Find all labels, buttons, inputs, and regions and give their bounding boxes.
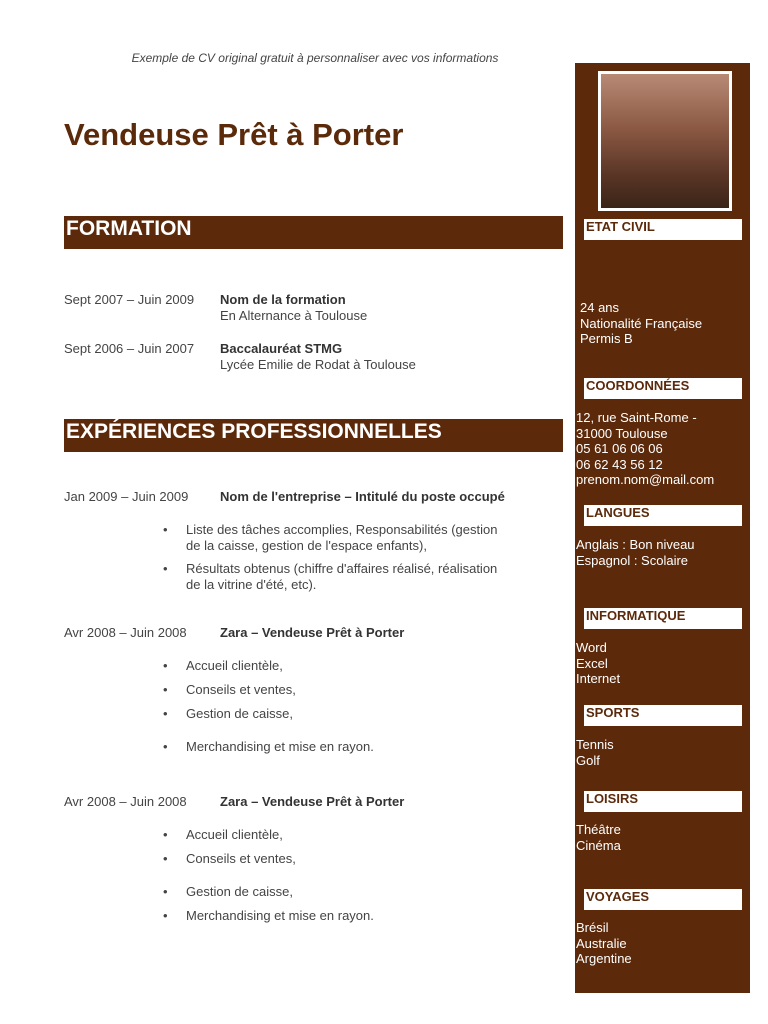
- experience-entry: [64, 625, 564, 643]
- sidebar-line: 12, rue Saint-Rome -: [576, 410, 697, 425]
- sidebar-line: 05 61 06 06 06: [576, 441, 663, 456]
- list-item: • Accueil clientèle,: [186, 827, 506, 843]
- informatique-lines: [576, 640, 620, 687]
- sidebar-line: 24 ans: [580, 300, 620, 315]
- experience-entry: [64, 489, 564, 507]
- sidebar-line: Golf: [576, 752, 600, 768]
- list-item: • Conseils et ventes,: [186, 682, 506, 698]
- experience-title: Zara – Vendeuse Prêt à Porter: [220, 625, 405, 640]
- experience-date: Jan 2009 – Juin 2009: [64, 489, 189, 504]
- etat-civil-heading: ETAT CIVIL: [584, 219, 742, 240]
- sidebar-line: Australie: [576, 935, 627, 951]
- experience-date: Avr 2008 – Juin 2008: [64, 794, 187, 809]
- sidebar-line: Théâtre: [576, 822, 621, 837]
- coordonnees-heading: COORDONNÉES: [584, 378, 742, 399]
- sidebar-line: Word: [576, 640, 607, 655]
- formation-desc: [220, 341, 565, 373]
- experience-title: Zara – Vendeuse Prêt à Porter: [220, 794, 405, 809]
- sidebar-line: Argentine: [576, 951, 632, 966]
- sidebar-line: Excel: [576, 655, 608, 671]
- sidebar-line: Internet: [576, 671, 621, 686]
- list-item: • Gestion de caisse,: [186, 706, 506, 722]
- formation-entry: [64, 341, 564, 375]
- formation-detail: Lycée Emilie de Rodat à Toulouse: [220, 357, 416, 372]
- list-item: • Accueil clientèle,: [186, 658, 506, 674]
- experience-bullet-list: [186, 658, 506, 755]
- sidebar-line: Brésil: [576, 920, 609, 935]
- profile-photo: [598, 71, 732, 211]
- sidebar-line: 06 62 43 56 12: [576, 456, 663, 472]
- list-item: • Merchandising et mise en rayon.: [186, 908, 506, 924]
- avatar: [601, 74, 729, 208]
- etat-civil-lines: [580, 300, 702, 347]
- langues-lines: [576, 537, 695, 568]
- list-item: • Liste des tâches accomplies, Responsabilités (gestion de la caisse, gestion de l'espace enfants),: [186, 522, 501, 554]
- experience-entry: [64, 794, 564, 812]
- formation-heading: FORMATION: [64, 216, 563, 249]
- sidebar-line: Nationalité Française: [580, 315, 703, 331]
- list-item: • Gestion de caisse,: [186, 884, 506, 900]
- formation-detail: En Alternance à Toulouse: [220, 308, 368, 323]
- voyages-lines: [576, 920, 632, 967]
- experience-bullet-list: [186, 827, 506, 924]
- cv-title: Vendeuse Prêt à Porter: [64, 117, 404, 152]
- experience-date: Avr 2008 – Juin 2008: [64, 625, 187, 640]
- coordonnees-lines: [576, 410, 714, 488]
- formation-desc: [220, 292, 565, 324]
- list-item: • Conseils et ventes,: [186, 851, 506, 867]
- cv-tagline: Exemple de CV original gratuit à personnaliser avec vos informations: [131, 51, 499, 65]
- formation-entry: [64, 292, 564, 326]
- experience-bullet-list: [186, 522, 501, 593]
- langues-heading: LANGUES: [584, 505, 742, 526]
- formation-date: Sept 2006 – Juin 2007: [64, 341, 195, 356]
- formation-title: Nom de la formation: [220, 292, 346, 307]
- list-item: • Merchandising et mise en rayon.: [186, 739, 506, 755]
- loisirs-lines: [576, 822, 621, 853]
- informatique-heading: INFORMATIQUE: [584, 608, 742, 629]
- formation-date: Sept 2007 – Juin 2009: [64, 292, 195, 307]
- loisirs-heading: LOISIRS: [584, 791, 742, 812]
- sidebar-line: Permis B: [580, 331, 633, 346]
- sidebar-line: Anglais : Bon niveau: [576, 537, 695, 552]
- sidebar-line: prenom.nom@mail.com: [576, 472, 715, 487]
- list-item: • Résultats obtenus (chiffre d'affaires réalisé, réalisation de la vitrine d'été, etc).: [186, 561, 501, 593]
- sidebar-line: Cinéma: [576, 837, 621, 853]
- experience-title: Nom de l'entreprise – Intitulé du poste occupé: [220, 489, 505, 504]
- sports-lines: [576, 737, 614, 768]
- formation-title: Baccalauréat STMG: [220, 341, 343, 356]
- sidebar-line: Tennis: [576, 737, 614, 752]
- experiences-heading: EXPÉRIENCES PROFESSIONNELLES: [64, 419, 563, 452]
- voyages-heading: VOYAGES: [584, 889, 742, 910]
- sports-heading: SPORTS: [584, 705, 742, 726]
- sidebar-line: 31000 Toulouse: [576, 425, 668, 441]
- sidebar-line: Espagnol : Scolaire: [576, 552, 689, 568]
